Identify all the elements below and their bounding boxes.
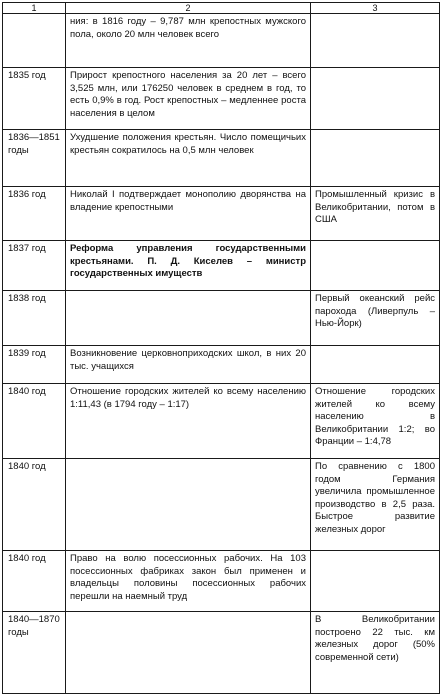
year-text: 1837 год xyxy=(8,243,46,254)
year-cell xyxy=(3,384,66,459)
header-row xyxy=(3,3,440,14)
year-text: 1840 год xyxy=(8,461,46,472)
year-cell xyxy=(3,459,66,551)
year-cell xyxy=(3,241,66,291)
world-cell xyxy=(311,346,440,384)
world-cell xyxy=(311,130,440,187)
table-row xyxy=(3,551,440,612)
world-cell xyxy=(311,241,440,291)
event-cell: Прирост крепостного населения за 20 лет – всего 3,525 млн, или 176250 человек в среднем в год, то есть 0,9% в год. Рост крепостных – медленнее роста населения в целом xyxy=(66,68,311,130)
world-cell: Промышленный кризис в Великобритании, потом в США xyxy=(311,187,440,241)
event-cell: Отношение городских жителей ко всему населению 1:11,43 (в 1794 году – 1:17) xyxy=(66,384,311,459)
event-cell xyxy=(66,291,311,346)
year-cell xyxy=(3,346,66,384)
table-row xyxy=(3,459,440,551)
event-cell xyxy=(66,612,311,694)
year-text: 1840 год xyxy=(8,553,46,564)
column-header: 3 xyxy=(311,3,440,14)
world-cell xyxy=(311,68,440,130)
year-cell xyxy=(3,612,66,694)
year-cell xyxy=(3,68,66,130)
event-cell: Николай I подтверждает монополию дворянства на владение крепостными xyxy=(66,187,311,241)
event-cell xyxy=(66,459,311,551)
world-cell xyxy=(311,14,440,68)
chronology-table xyxy=(2,2,440,694)
table-row xyxy=(3,241,440,291)
table-row xyxy=(3,612,440,694)
world-cell: Первый океанский рейс парохода (Ливерпуль – Нью-Йорк) xyxy=(311,291,440,346)
table-row xyxy=(3,384,440,459)
event-cell: Право на волю посессионных рабочих. На 103 посессионных фабриках закон был применен и владельцы половины посессионных рабочих перешли на наемный труд xyxy=(66,551,311,612)
world-cell: По сравнению с 1800 годом Германия увеличила промышленное производство в 2,5 раза. Быстрое развитие железных дорог xyxy=(311,459,440,551)
year-text: 1836 год xyxy=(8,189,46,200)
table-row xyxy=(3,68,440,130)
year-cell xyxy=(3,14,66,68)
table-row xyxy=(3,346,440,384)
event-cell: Реформа управления государственными крестьянами. П. Д. Киселев – министр государственных имуществ xyxy=(66,241,311,291)
world-cell xyxy=(311,551,440,612)
year-text: 1838 год xyxy=(8,293,46,304)
year-text: 1839 год xyxy=(8,348,46,359)
year-text: 1840 год xyxy=(8,386,46,397)
year-text: 1840—1870 годы xyxy=(8,614,60,638)
event-cell: ния: в 1816 году – 9,787 млн крепостных мужского пола, около 20 млн человек всего xyxy=(66,14,311,68)
year-cell xyxy=(3,291,66,346)
table-row xyxy=(3,291,440,346)
year-text: 1836—1851 годы xyxy=(8,132,60,156)
column-header: 2 xyxy=(66,3,311,14)
year-text: 1835 год xyxy=(8,70,46,81)
world-cell: Отношение городских жителей ко всему населению в Великобритании 1:2; во Франции – 1:4,78 xyxy=(311,384,440,459)
year-cell xyxy=(3,130,66,187)
table-row xyxy=(3,14,440,68)
event-cell: Ухудшение положения крестьян. Число помещичьих крестьян сократилось на 0,5 млн человек xyxy=(66,130,311,187)
column-header: 1 xyxy=(3,3,66,14)
world-cell: В Великобритании построено 22 тыс. км железных дорог (50% современной сети) xyxy=(311,612,440,694)
year-cell xyxy=(3,187,66,241)
table-row xyxy=(3,130,440,187)
event-cell: Возникновение церковноприходских школ, в них 20 тыс. учащихся xyxy=(66,346,311,384)
year-cell xyxy=(3,551,66,612)
table-row xyxy=(3,187,440,241)
